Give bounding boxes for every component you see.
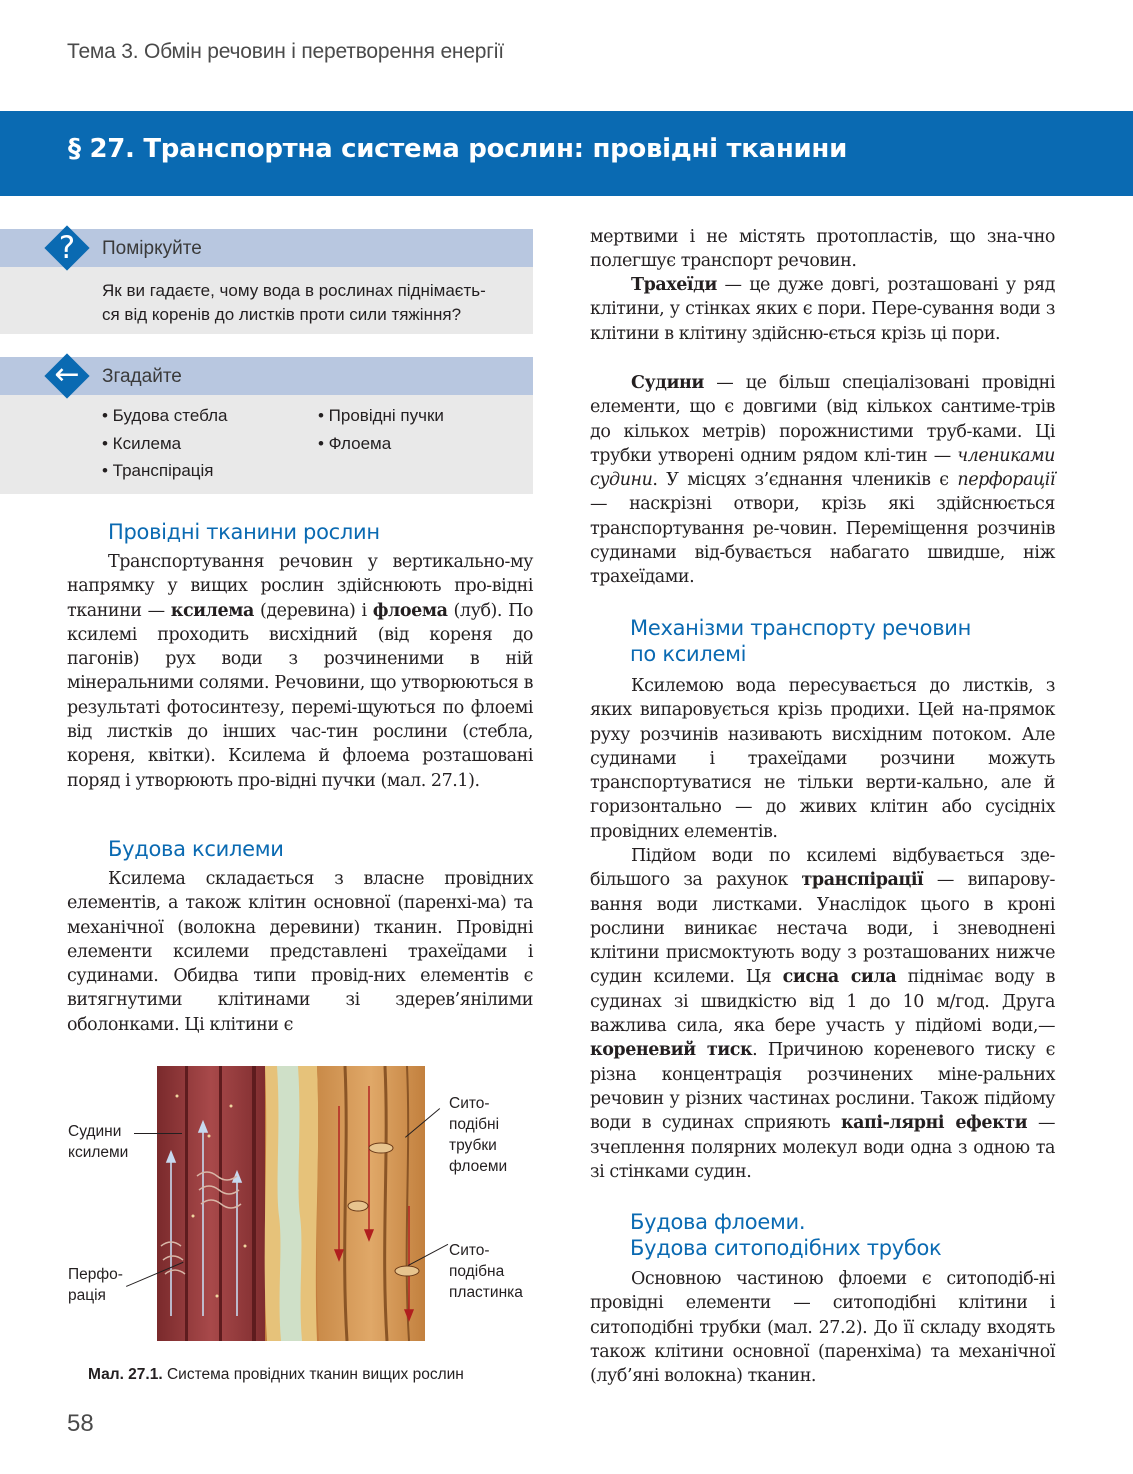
paragraph: Транспортування речовин у вертикально-му напрямку у вищих рослин здійснюють про-відні тканини — ксилема (деревина) і флоема (луб). По ксилемі проходить висхідний (від кореня до пагонів) рух води з розчиненими в ній мінеральними солями. Речовини, що утворюються в результаті фотосинтезу, перемі-щуються по флоемі від листків до інших час-тин рослини (стебла, кореня, квітки). Ксилема й флоема розташовані поряд і утворюють про-відні пучки (мал. 27.1). [67,552,533,791]
question-icon: ? [58,230,76,266]
page-number: 58 [67,1410,94,1437]
page-title: § 27. Транспортна система рослин: провідні тканини [68,134,848,164]
label-line: флоеми [449,1158,508,1175]
section-heading: Провідні тканини рослин [108,520,380,544]
label-line: Сито- [449,1095,490,1112]
paragraph: Судини — це більш спеціалізовані провідні елементи, що є довгими (від кількох сантиме-трів до кількох метрів) порожнистими труб-ками. Ці трубки утворені одним рядом клі-тин — члениками судини. У місцях з’єднання члеників є перфорації — наскрізні отвори, крізь які здійснюється транспортування ре-човин. Переміщення розчинів судинами від-бувається набагато швидше, ніж трахеїдами. [590,373,1055,588]
label-line: пластинка [449,1284,523,1301]
figure-label-sieve-tubes [449,1093,507,1177]
label-line: ксилеми [68,1144,129,1161]
section-heading [630,615,971,667]
title-banner [0,111,1133,196]
recall-box-title: Згадайте [102,366,182,387]
heading-line: Будова ситоподібних трубок [630,1236,942,1260]
figure-caption [88,1366,464,1384]
figure-label-perforation [68,1264,123,1306]
think-question: Як ви гадаєте, чому вода в рослинах піднімаєть- ся від коренів до листків проти сили тяжіння? [102,281,486,324]
label-line: Сито- [449,1242,490,1259]
topic-header: Тема 3. Обмін речовин і перетворення енергії [67,40,504,63]
label-line: Судини [68,1123,122,1140]
recall-box [0,357,533,494]
xylem-phloem-illustration [157,1066,425,1341]
figure-label-sieve-plate [449,1240,523,1303]
arrow-left-icon: ← [54,357,80,392]
label-line: рація [68,1287,106,1304]
recall-item: • Ксилема [102,434,182,453]
paragraph: Підйом води по ксилемі відбувається зде-більшого за рахунок транспірації — випарову-вання води листками. Унаслідок цього в кроні рослини виникає нестача води, і зневоднені клітини присмоктують воду з розташованих нижче судин ксилеми. Ця сисна сила піднімає воду в судинах зі швидкістю від 1 до 10 м/год. Друга важлива сила, яка бере участь у підйомі води,— кореневий тиск. Причиною кореневого тиску є різна концентрація розчинених міне-ральних речовин у різних частинах рослини. Також підйому води в судинах сприяють капі-лярні ефекти — зчеплення полярних молекул води одна з одною та зі стінками судин. [590,846,1056,1182]
recall-item: • Провідні пучки [318,406,444,425]
recall-item: • Транспірація [102,461,214,480]
label-line: трубки [449,1137,497,1154]
label-line: подібні [449,1116,500,1133]
caption-text: Система провідних тканин вищих рослин [162,1366,464,1383]
section-heading [630,1209,941,1261]
paragraph: Ксилема складається з власне провідних елементів, а також клітин основної (паренхі-ма) та механічної (волокна деревини) тканин. Провідні елементи ксилеми представлені трахеїдами і судинами. Обидва типи провід-них елементів є витягнутими клітинами зі здерев’янілими оболонками. Ці клітини є [67,869,533,1035]
heading-line: Будова флоеми. [630,1210,806,1234]
recall-item: • Будова стебла [102,406,228,425]
think-box [0,229,533,334]
section-heading: Будова ксилеми [108,837,284,861]
heading-line: Механізми транспорту речовин [630,616,972,640]
label-line: Перфо- [68,1266,123,1283]
heading-line: по ксилемі [630,642,747,666]
paragraph: Трахеїди — це дуже довгі, розташовані у ряд клітини, у стінках яких є пори. Пере-сування води з клітини в клітину здійсню-ється крізь ці пори. [590,275,1055,344]
leader-line [134,1133,182,1134]
paragraph: Ксилемою вода пересувається до листків, з яких випаровується крізь продихи. Цей на-прямок руху розчинів називають висхідним потоком. Але судинами і трахеїдами розчини можуть транспортуватися не тільки верти-кально, але й горизонтально — до живих клітин або сусідніх провідних елементів. [590,676,1055,842]
think-box-body [0,267,533,334]
figure-label-vessels [68,1121,128,1163]
think-box-title: Поміркуйте [102,238,202,259]
caption-number: Мал. 27.1. [88,1366,163,1383]
recall-item: • Флоема [318,434,392,453]
paragraph: мертвими і не містять протопластів, що зна-чно полегшує транспорт речовин. [590,227,1055,272]
label-line: подібна [449,1263,505,1280]
recall-box-body [0,395,533,494]
paragraph: Основною частиною флоеми є ситоподіб-ні провідні елементи — ситоподібні клітини і ситоподібні трубки (мал. 27.2). До її складу входять також клітини основної (паренхіма) та механічної (луб’яні волокна) тканин. [590,1269,1055,1387]
